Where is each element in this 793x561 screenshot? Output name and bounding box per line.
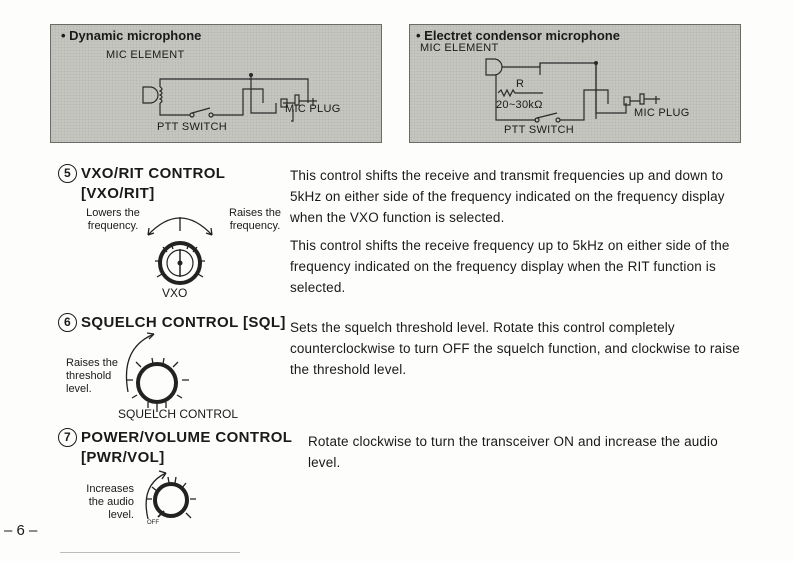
section-5-heading <box>58 164 225 183</box>
section-number: 6 <box>58 313 77 332</box>
mic-element-label: MIC ELEMENT <box>106 49 185 61</box>
section-title: SQUELCH CONTROL [SQL] <box>81 314 286 331</box>
page-number: – 6 – <box>4 522 38 539</box>
volume-paragraph: Rotate clockwise to turn the transceiver ON and increase the audio level. <box>308 434 718 470</box>
vxo-lowers-label: Lowers the frequency. <box>86 207 140 232</box>
bottom-divider <box>60 552 240 553</box>
section-title: VXO/RIT CONTROL <box>81 165 226 182</box>
mic-element-label: MIC ELEMENT <box>420 42 499 54</box>
squelch-caption: SQUELCH CONTROL <box>118 407 239 421</box>
mic-plug-label: MIC PLUG <box>634 107 690 119</box>
squelch-knob <box>92 328 232 408</box>
vxo-paragraph-2: This control shifts the receive frequency up to 5kHz on either side of the frequency indicated on the frequency display when the RIT function is selected. <box>290 238 730 295</box>
mic-plug-label: MIC PLUG <box>285 103 341 115</box>
ptt-switch-label: PTT SWITCH <box>504 124 575 136</box>
section-5-subtitle: [VXO/RIT] <box>81 185 155 202</box>
section-title: POWER/VOLUME CONTROL <box>81 429 293 446</box>
volume-knob <box>118 455 238 535</box>
sql-raises-label: Raises the threshold level. <box>66 357 118 395</box>
electret-mic-schematic <box>410 25 740 142</box>
squelch-paragraph: Sets the squelch threshold level. Rotate this control completely counterclockwise to turn OFF the squelch function, and clockwise to raise the threshold level. <box>290 320 740 377</box>
vxo-paragraph-1: This control shifts the receive and transmit frequencies up and down to 5kHz on either side of the frequency indicated on the frequency display when the VXO function is selected. <box>290 168 725 225</box>
panel-title: • Dynamic microphone <box>61 28 202 43</box>
section-7-heading <box>58 428 292 447</box>
section-number: 7 <box>58 428 77 447</box>
resistor-value-label: 20~30kΩ <box>496 99 543 111</box>
electret-microphone-panel <box>409 24 741 143</box>
ptt-switch-label: PTT SWITCH <box>157 121 228 133</box>
vxo-caption: VXO <box>162 286 188 300</box>
vxo-raises-label: Raises the frequency. <box>229 207 281 232</box>
dynamic-microphone-panel <box>50 24 382 143</box>
off-label: OFF <box>147 520 159 526</box>
resistor-label: R <box>516 78 525 90</box>
section-number: 5 <box>58 164 77 183</box>
vxo-knob <box>115 203 255 283</box>
section-7-subtitle: [PWR/VOL] <box>81 449 165 466</box>
panel-title: • Electret condensor microphone <box>416 28 620 43</box>
volume-increases-label: Increases the audio level. <box>86 483 134 521</box>
